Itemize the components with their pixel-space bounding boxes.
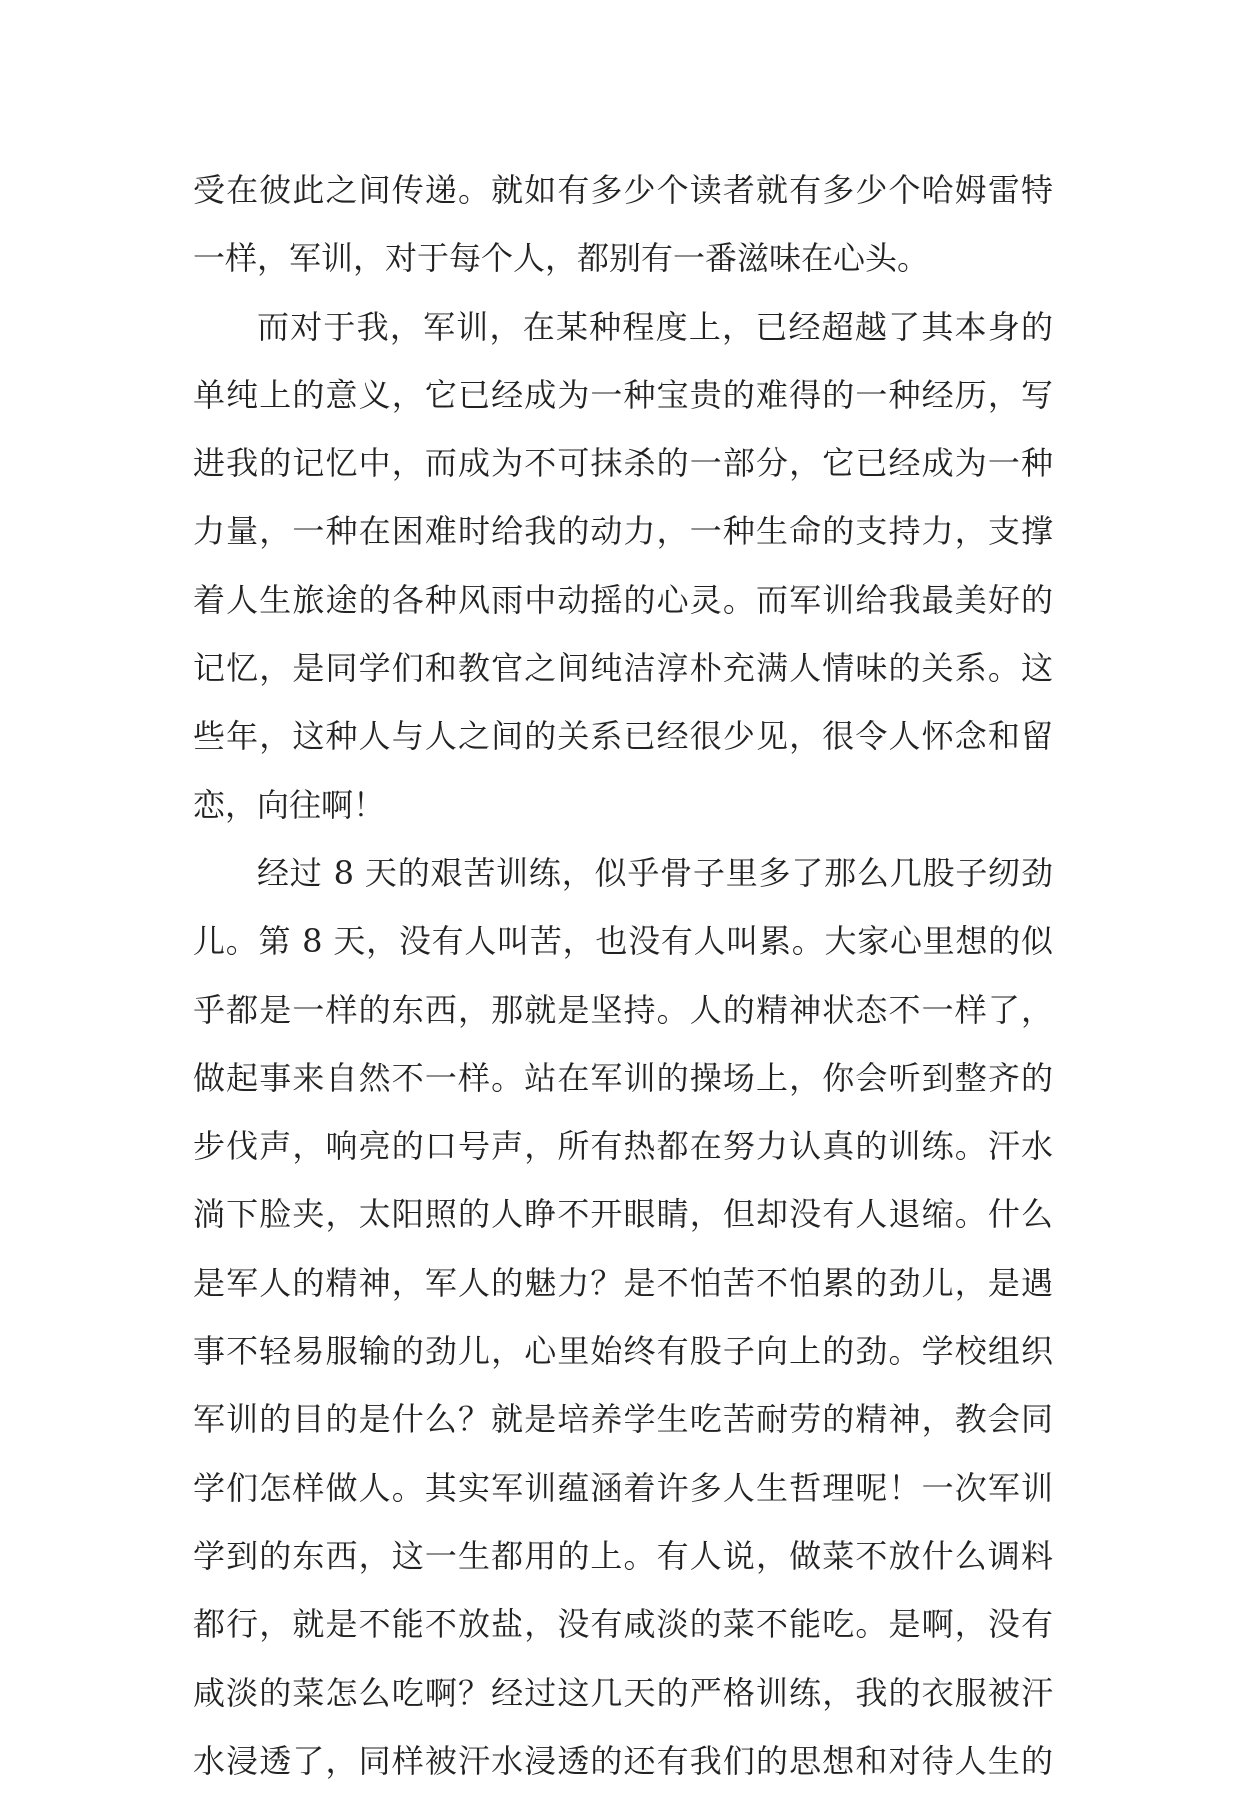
text-line: 着人生旅途的各种风雨中动摇的心灵。而军训给我最美好的 [193,580,1053,619]
text-line: 事不轻易服输的劲儿，心里始终有股子向上的劲。学校组织 [193,1332,1053,1371]
text-line: 咸淡的菜怎么吃啊？经过这几天的严格训练，我的衣服被汗 [193,1673,1053,1712]
text-line: 淌下脸夹，太阳照的人睁不开眼睛，但却没有人退缩。什么 [193,1195,1053,1234]
text-line: 是军人的精神，军人的魅力？是不怕苦不怕累的劲儿，是遇 [193,1263,1053,1302]
text-line: 儿。第 8 天，没有人叫苦，也没有人叫累。大家心里想的似 [193,922,1053,961]
text-line: 记忆，是同学们和教官之间纯洁淳朴充满人情味的关系。这 [193,649,1053,688]
text-line: 做起事来自然不一样。站在军训的操场上，你会听到整齐的 [193,1058,1053,1097]
text-line: 些年，这种人与人之间的关系已经很少见，很令人怀念和留 [193,717,1053,756]
text-line: 都行，就是不能不放盐，没有咸淡的菜不能吃。是啊，没有 [193,1605,1053,1644]
text-line: 军训的目的是什么？就是培养学生吃苦耐劳的精神，教会同 [193,1400,1053,1439]
text-line: 力量，一种在困难时给我的动力，一种生命的支持力，支撑 [193,512,1053,551]
text-line: 步伐声，响亮的口号声，所有热都在努力认真的训练。汗水 [193,1127,1053,1166]
text-line: 恋，向往啊！ [193,785,386,824]
paragraph-first-line: 而对于我，军训，在某种程度上，已经超越了其本身的 [257,307,1053,346]
text-line: 一样，军训，对于每个人，都别有一番滋味在心头。 [193,239,930,278]
text-line: 单纯上的意义，它已经成为一种宝贵的难得的一种经历，写 [193,375,1053,414]
text-line: 乎都是一样的东西，那就是坚持。人的精神状态不一样了， [193,990,1053,1029]
text-line: 受在彼此之间传递。就如有多少个读者就有多少个哈姆雷特 [193,171,1053,209]
paragraph-first-line: 经过 8 天的艰苦训练，似乎骨子里多了那么几股子纫劲 [257,853,1053,892]
text-line: 学们怎样做人。其实军训蕴涵着许多人生哲理呢！一次军训 [193,1468,1053,1507]
text-line: 进我的记忆中，而成为不可抹杀的一部分，它已经成为一种 [193,444,1053,483]
text-line: 学到的东西，这一生都用的上。有人说，做菜不放什么调料 [193,1536,1053,1575]
document-body [193,156,1053,1795]
text-line: 水浸透了，同样被汗水浸透的还有我们的思想和对待人生的 [193,1741,1053,1780]
